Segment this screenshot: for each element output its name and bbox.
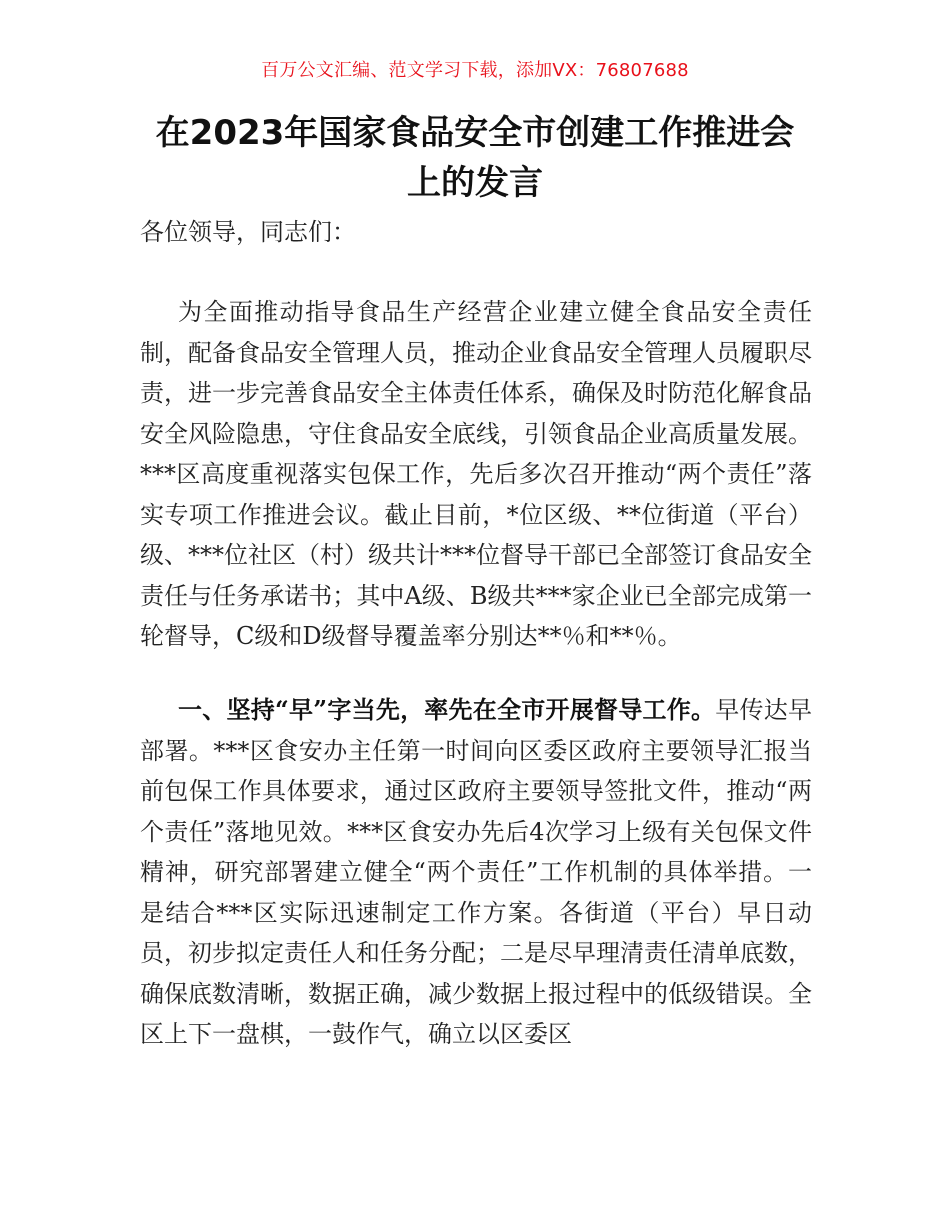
title-line-1: 在2023年国家食品安全市创建工作推进会 xyxy=(155,113,795,153)
header-banner: 百万公文汇编、范文学习下载，添加VX：76807688 xyxy=(261,60,689,81)
section-heading: 一、坚持“早”字当先，率先在全市开展督导工作。 xyxy=(178,695,716,724)
salutation: 各位领导，同志们： xyxy=(140,218,356,246)
page-title xyxy=(110,108,840,208)
paragraph-intro: 为全面推动指导食品生产经营企业建立健全食品安全责任制，配备食品安全管理人员，推动企业食品安全管理人员履职尽责，进一步完善食品安全主体责任体系，确保及时防范化解食品安全风险隐患，守住食品安全底线，引领食品企业高质量发展。***区高度重视落实包保工作，先后多次召开推动“两个责任”落实专项工作推进会议。截止目前，*位区级、**位街道（平台）级、***位社区（村）级共计***位督导干部已全部签订食品安全责任与任务承诺书；其中A级、B级共***家企业已全部完成第一轮督导，C级和D级督导覆盖率分别达**％和**％。 xyxy=(140,298,812,650)
title-line-2: 上的发言 xyxy=(407,163,543,203)
section-body: 早传达早部署。***区食安办主任第一时间向区委区政府主要领导汇报当前包保工作具体要求，通过区政府主要领导签批文件，推动“两个责任”落地见效。***区食安办先后4次学习上级有关包保文件精神，研究部署建立健全“两个责任”工作机制的具体举措。一是结合***区实际迅速制定工作方案。各街道（平台）早日动员，初步拟定责任人和任务分配；二是尽早理清责任清单底数，确保底数清晰，数据正确，减少数据上报过程中的低级错误。全区上下一盘棋，一鼓作气，确立以区委区 xyxy=(140,696,813,1048)
paragraph-section-1 xyxy=(140,690,812,1055)
